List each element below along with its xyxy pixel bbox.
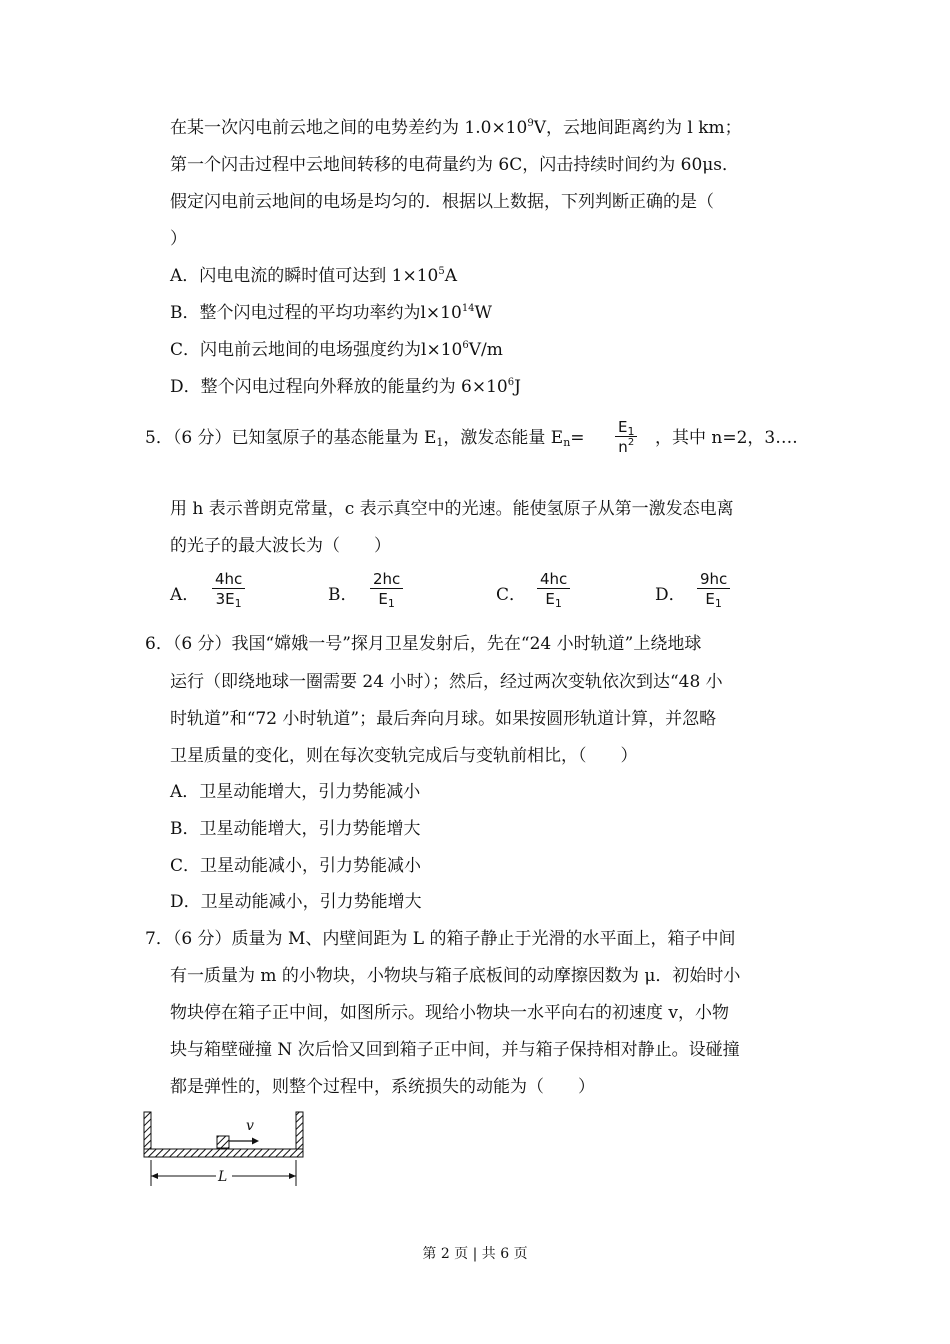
q4-option-d: D．整个闪电过程向外释放的能量约为 $6\times 10^6J$ [170, 377, 521, 397]
q6-stem-line-2: 运行（即绕地球一圈需要 24 小时）；然后，经过两次变轨依次到达“48 小 [170, 672, 723, 692]
q6-option-b: B．卫星动能增大，引力势能增大 [170, 819, 421, 839]
q5-option-d-fraction: $\frac{9hc}{E_1}$ [697, 570, 730, 609]
q7-stem-line-4: 块与箱壁碰撞 N 次后恰又回到箱子正中间，并与箱子保持相对静止。设碰撞 [170, 1040, 740, 1060]
length-label: L [218, 1169, 228, 1185]
q5-option-c-fraction: $\frac{4hc}{E_1}$ [537, 570, 570, 609]
q6-stem-line-1: 6．（6 分）我国“嫦娥一号”探月卫星发射后，先在“24 小时轨道”上绕地球 [145, 634, 702, 654]
q5-option-b-label: B． [328, 585, 358, 605]
q5-option-d-label: D． [655, 585, 686, 605]
q6-option-c: C．卫星动能减小，引力势能减小 [170, 856, 422, 876]
q7-stem-line-3: 物块停在箱子正中间，如图所示。现给小物块一水平向右的初速度 v，小物 [170, 1003, 730, 1023]
q4-stem-line-1: 在某一次闪电前云地之间的电势差约为 $1.0\times 10^9V$，云地间距离约为 l km； [170, 118, 742, 138]
q5-stem-line-1-left: 5．（6 分）已知氢原子的基态能量为 $E_1$，激发态能量 $E_n=$ [145, 428, 585, 449]
q6-stem-line-3: 时轨道”和“72 小时轨道”；最后奔向月球。如果按圆形轨道计算，并忽略 [170, 709, 717, 729]
q7-box-figure [140, 1108, 310, 1188]
q4-stem-line-4: ） [170, 229, 187, 249]
q4-stem-line-3: 假定闪电前云地间的电场是均匀的．根据以上数据，下列判断正确的是（ [170, 192, 714, 212]
q4-option-c: C．闪电前云地间的电场强度约为$l\times 10^6V/m$ [170, 340, 503, 360]
q4-option-b: B．整个闪电过程的平均功率约为$l\times 10^{14}W$ [170, 303, 493, 323]
q6-option-d: D．卫星动能减小，引力势能增大 [170, 892, 422, 912]
q5-energy-formula: $\frac{E_1}{n^2}$ [615, 418, 637, 457]
velocity-label: v [246, 1118, 254, 1134]
q5-stem-line-2: 用 h 表示普朗克常量，c 表示真空中的光速。能使氢原子从第一激发态电离 [170, 499, 734, 519]
q5-stem-line-1-right: ，其中 n=2，3…. [655, 428, 798, 448]
box-floor [144, 1149, 303, 1157]
q7-stem-line-2: 有一质量为 m 的小物块，小物块与箱子底板间的动摩擦因数为 μ．初始时小 [170, 966, 741, 986]
q7-stem-line-1: 7．（6 分）质量为 M、内壁间距为 L 的箱子静止于光滑的水平面上，箱子中间 [145, 929, 736, 949]
q5-option-c-label: C． [496, 585, 527, 605]
q5-stem-line-3: 的光子的最大波长为（ ） [170, 536, 391, 556]
page-footer: 第 2 页 | 共 6 页 [422, 1246, 528, 1262]
small-block [217, 1136, 229, 1148]
q5-option-a-fraction: $\frac{4hc}{3E_1}$ [212, 570, 245, 609]
q5-option-b-fraction: $\frac{2hc}{E_1}$ [370, 570, 403, 609]
q7-stem-line-5: 都是弹性的，则整个过程中，系统损失的动能为（ ） [170, 1077, 595, 1097]
q4-option-a: A．闪电电流的瞬时值可达到 $1\times 10^5A$ [170, 266, 458, 286]
q6-stem-line-4: 卫星质量的变化，则在每次变轨完成后与变轨前相比，（ ） [170, 746, 638, 766]
q5-option-a-label: A． [170, 585, 200, 605]
q6-option-a: A．卫星动能增大，引力势能减小 [170, 782, 421, 802]
q4-stem-line-2: 第一个闪击过程中云地间转移的电荷量约为 6C，闪击持续时间约为 60μs． [170, 155, 740, 175]
